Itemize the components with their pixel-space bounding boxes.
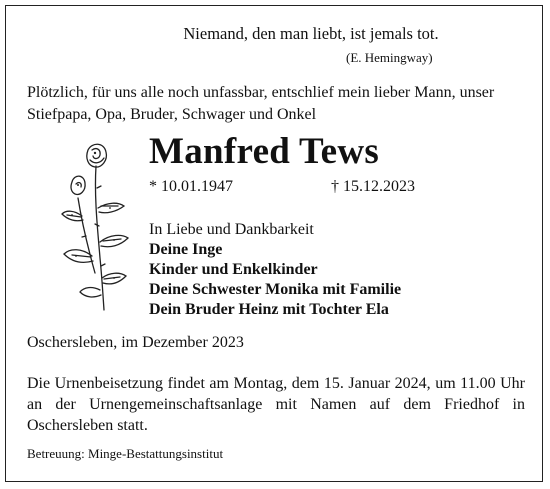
mourner-name: Dein Bruder Heinz mit Tochter Ela: [149, 301, 389, 318]
obituary-card: [5, 5, 543, 482]
mourner-name: Deine Inge: [149, 241, 223, 258]
mourner-name: Kinder und Enkelkinder: [149, 261, 318, 278]
deceased-name: Manfred Tews: [149, 131, 380, 172]
mourners-lead: In Liebe und Dankbarkeit: [149, 221, 314, 238]
intro-text: Plötzlich, für uns alle noch unfassbar, entschlief mein lieber Mann, unser Stiefpapa, Opa, Bruder, Schwager und Onkel: [27, 84, 495, 123]
quote-text: Niemand, den man liebt, ist jemals tot.: [183, 24, 439, 43]
rose-icon: [48, 138, 138, 316]
service-provider: Betreuung: Minge-Bestattungsinstitut: [27, 446, 224, 461]
place-date: Oschersleben, im Dezember 2023: [27, 334, 244, 351]
birth-date: * 10.01.1947: [149, 178, 233, 195]
mourners-block: [149, 220, 401, 320]
quote-author: (E. Hemingway): [346, 50, 433, 65]
funeral-notice: Die Urnenbeisetzung findet am Montag, dem 15. Januar 2024, um 11.00 Uhr an der Urnengemeinschaftsanlage mit Namen auf dem Friedhof in Oschersleben statt.: [27, 375, 525, 434]
mourner-name: Deine Schwester Monika mit Familie: [149, 281, 402, 298]
death-date: † 15.12.2023: [331, 178, 415, 195]
